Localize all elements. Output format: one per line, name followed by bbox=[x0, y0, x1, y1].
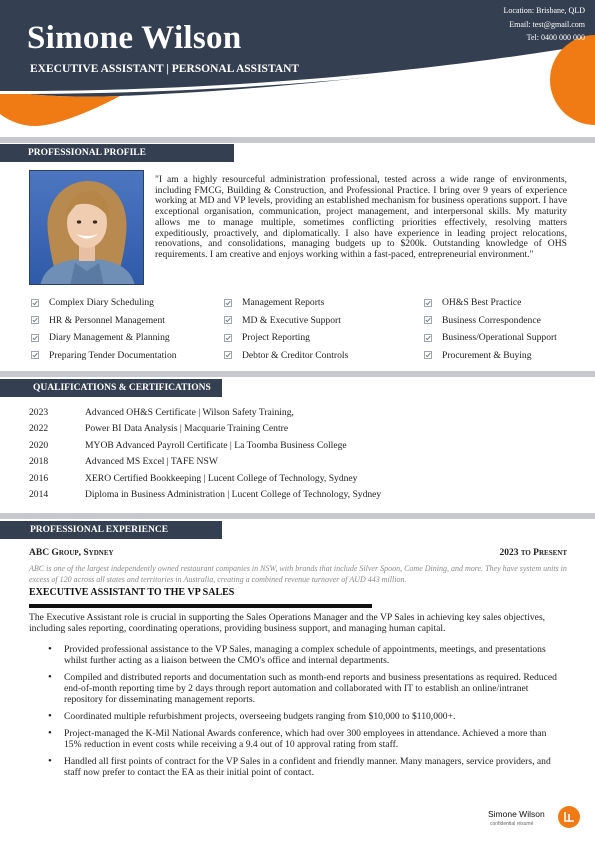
skill-item: OH&S Best Practice bbox=[424, 297, 576, 308]
brand-logo-mark bbox=[558, 806, 580, 828]
person-photo-icon bbox=[30, 171, 144, 285]
qualification-title: Diploma in Business Administration | Lucent College of Technology, Sydney bbox=[85, 489, 382, 501]
checkbox-checked-icon bbox=[31, 316, 39, 324]
skill-row bbox=[31, 329, 576, 347]
skill-row bbox=[31, 347, 576, 365]
section-divider bbox=[0, 513, 595, 519]
checkbox-checked-icon bbox=[31, 299, 39, 307]
company-description: ABC is one of the largest independently owned restaurant companies in NSW, with brands that include Silver Spoon, Come Dining, and more. They have system units in excess of 120 across all states and territories in Australia, creating a combined revenue turnover of AUD 443 million. bbox=[29, 564, 567, 584]
skill-row bbox=[31, 294, 576, 312]
qualification-item bbox=[29, 470, 381, 487]
qualification-year: 2018 bbox=[29, 456, 49, 468]
achievement-item: • Compiled and distributed reports and documentation such as month-end reports and business presentations as required. Reduced end-of-month reporting time by 2 days through report automation and collaborated with IT to establish an online/intranet repository for disseminating management reports. bbox=[48, 672, 558, 705]
job-title-underline bbox=[29, 604, 372, 608]
skill-row bbox=[31, 312, 576, 330]
achievement-item: • Provided professional assistance to the VP Sales, managing a complex schedule of appointments, meetings, and presentations whilst further acting as a liaison between the CMO's office and internal departments. bbox=[48, 644, 558, 666]
checkbox-checked-icon bbox=[424, 334, 432, 342]
qualification-item bbox=[29, 404, 381, 421]
contact-email[interactable]: Email: test@gmail.com bbox=[509, 19, 585, 29]
checkbox-checked-icon bbox=[424, 299, 432, 307]
employment-period: 2023 to Present bbox=[499, 548, 567, 558]
profile-photo bbox=[29, 170, 144, 285]
section-heading-experience: PROFESSIONAL EXPERIENCE bbox=[0, 521, 222, 539]
qualification-title: Power BI Data Analysis | Macquarie Training Centre bbox=[85, 423, 289, 435]
qualification-item bbox=[29, 454, 381, 471]
contact-phone[interactable]: Tel: 0400 000 000 bbox=[526, 33, 585, 42]
contact-location: Location: Brisbane, QLD bbox=[503, 6, 585, 15]
profile-summary: "I am a highly resourceful administration professional, tested across a wide range of environments, including FMCG, Building & Construction, and Professional Practice. I bring over 9 years of experience working at MD and VP levels, providing an established mechanism for business operations support. I have exceptional organisation, communication, project management, and interpersonal skills. My maturity allows me to manage multiple, sometimes conflicting priorities effectively, resolving matters expeditiously, proactively, and diplomatically. I also have experience in leading project relocations, renovations, and consolidations, managing budgets up to $200k. Outstanding knowledge of OHS requirements. I am creative and enjoys working within a fast-paced, entrepreneurial environment." bbox=[155, 174, 567, 260]
skill-item: Management Reports bbox=[224, 297, 424, 308]
qualification-title: XERO Certified Bookkeeping | Lucent College of Technology, Sydney bbox=[85, 472, 358, 484]
skill-item: Business/Operational Support bbox=[424, 332, 576, 343]
qualification-item bbox=[29, 487, 381, 504]
achievement-item: • Coordinated multiple refurbishment projects, overseeing budgets ranging from $10,000 to $110,000+. bbox=[48, 711, 558, 722]
qualification-year: 2016 bbox=[29, 472, 49, 484]
skill-item: MD & Executive Support bbox=[224, 315, 424, 326]
checkbox-checked-icon bbox=[31, 334, 39, 342]
job-title: EXECUTIVE ASSISTANT TO THE VP SALES bbox=[29, 587, 235, 598]
company-line bbox=[29, 548, 567, 558]
candidate-name: Simone Wilson bbox=[27, 20, 242, 56]
checkbox-checked-icon bbox=[224, 351, 232, 359]
contact-block bbox=[503, 4, 585, 45]
role-summary: The Executive Assistant role is crucial in supporting the Sales Operations Manager and the VP Sales in achieving key sales objectives, including sales reporting, coordinating operations, providing business support, and managing human capital. bbox=[29, 612, 546, 634]
achievement-item: • Project-managed the K-Mil National Awards conference, which had over 300 employees in attendance. Achieved a more than 15% reduction in event costs while receiving a 9.4 out of 10 approval rating from staff. bbox=[48, 728, 558, 750]
company-name: ABC Group, Sydney bbox=[29, 548, 114, 558]
checkbox-checked-icon bbox=[224, 299, 232, 307]
skill-item: Diary Management & Planning bbox=[31, 332, 224, 343]
qualification-year: 2023 bbox=[29, 406, 49, 418]
section-heading-qualifications: QUALIFICATIONS & CERTIFICATIONS bbox=[0, 379, 222, 397]
skill-item: HR & Personnel Management bbox=[31, 315, 224, 326]
checkbox-checked-icon bbox=[424, 316, 432, 324]
checkbox-checked-icon bbox=[224, 316, 232, 324]
qualification-year: 2022 bbox=[29, 423, 49, 435]
qualification-title: Advanced OH&S Certificate | Wilson Safety Training, bbox=[85, 406, 294, 418]
skill-item: Business Correspondence bbox=[424, 315, 576, 326]
skill-item: Debtor & Creditor Controls bbox=[224, 350, 424, 361]
skills-grid bbox=[31, 294, 576, 364]
skill-item: Preparing Tender Documentation bbox=[31, 350, 224, 361]
section-divider bbox=[0, 371, 595, 377]
footer-tagline: confidential résumé bbox=[490, 821, 534, 827]
brand-logo-icon bbox=[558, 806, 580, 828]
section-heading-profile: PROFESSIONAL PROFILE bbox=[0, 144, 234, 162]
qualification-title: Advanced MS Excel | TAFE NSW bbox=[85, 456, 218, 468]
skill-item: Complex Diary Scheduling bbox=[31, 297, 224, 308]
qualification-title: MYOB Advanced Payroll Certificate | La Toomba Business College bbox=[85, 439, 347, 451]
checkbox-checked-icon bbox=[424, 351, 432, 359]
footer-name: Simone Wilson bbox=[488, 809, 545, 819]
checkbox-checked-icon bbox=[224, 334, 232, 342]
qualification-item bbox=[29, 437, 381, 454]
qualification-item bbox=[29, 421, 381, 438]
qualification-year: 2014 bbox=[29, 489, 49, 501]
candidate-role: EXECUTIVE ASSISTANT | PERSONAL ASSISTANT bbox=[30, 63, 300, 75]
skill-item: Procurement & Buying bbox=[424, 350, 576, 361]
qualification-year: 2020 bbox=[29, 439, 49, 451]
section-divider bbox=[0, 137, 595, 143]
achievement-list bbox=[48, 644, 558, 778]
skill-item: Project Reporting bbox=[224, 332, 424, 343]
checkbox-checked-icon bbox=[31, 351, 39, 359]
achievement-item: • Handled all first points of contract for the VP Sales in a confident and friendly manner. Many managers, service providers, and staff now prefer to contact the EA as their initial point of contact. bbox=[48, 756, 558, 778]
qualifications-list bbox=[29, 404, 381, 503]
